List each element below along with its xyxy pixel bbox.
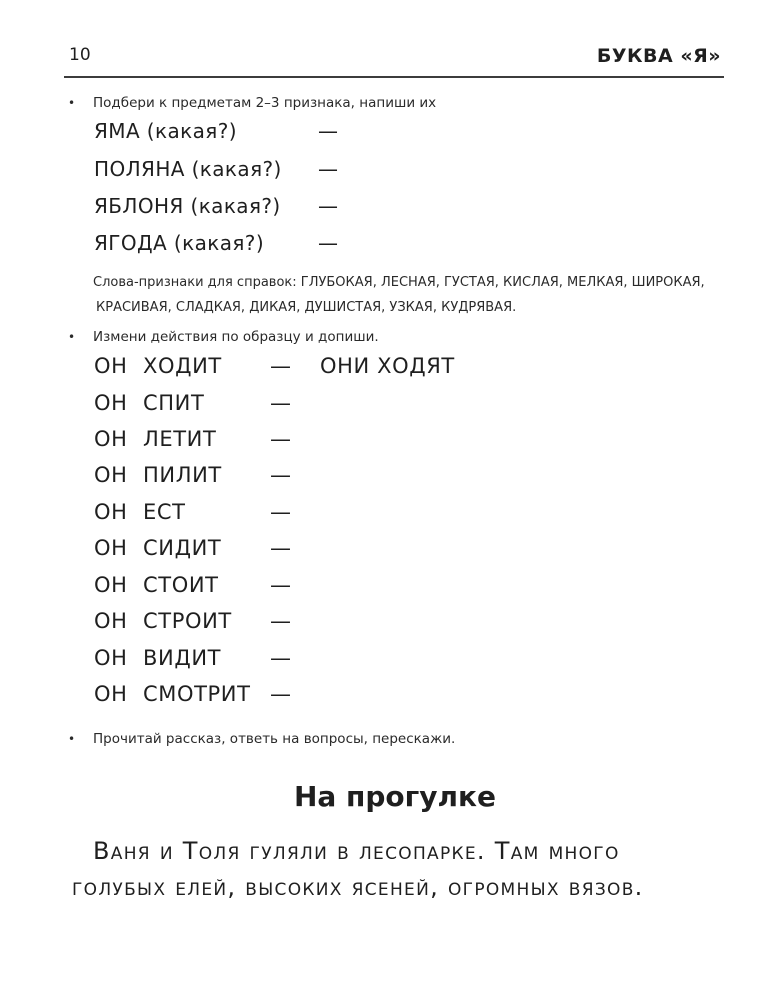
- task3-instruction-text: Прочитай рассказ, ответь на вопросы, перескажи.: [93, 731, 456, 747]
- task2-instruction: [68, 328, 379, 346]
- verb-row-dash: —: [270, 609, 292, 633]
- task1-item-word: ЯГОДА (какая?): [94, 231, 265, 255]
- verb-row-dash: —: [270, 573, 292, 597]
- story-line: голубых елей, высоких ясеней, огромных вязов.: [72, 873, 644, 901]
- verb-row-dash: —: [270, 463, 292, 487]
- verb-row-verb: СТРОИТ: [143, 609, 232, 633]
- verb-row-pronoun: ОН: [94, 463, 128, 487]
- task1-hint-line: Слова-признаки для справок: ГЛУБОКАЯ, ЛЕСНАЯ, ГУСТАЯ, КИСЛАЯ, МЕЛКАЯ, ШИРОКАЯ,: [93, 275, 705, 290]
- verb-row-pronoun: ОН: [94, 646, 128, 670]
- verb-row-verb: СТОИТ: [143, 573, 219, 597]
- task1-item-word: ПОЛЯНА (какая?): [94, 157, 282, 181]
- verb-row-verb: СМОТРИТ: [143, 682, 251, 706]
- verb-row-pronoun: ОН: [94, 391, 128, 415]
- bullet-icon: •: [68, 330, 76, 344]
- verb-row-verb: СПИТ: [143, 391, 205, 415]
- verb-row-pronoun: ОН: [94, 682, 128, 706]
- task1-instruction: [68, 94, 437, 112]
- page-number: 10: [69, 45, 91, 65]
- story-title: На прогулке: [293, 780, 497, 813]
- bullet-icon: •: [68, 96, 76, 110]
- verb-row-pronoun: ОН: [94, 573, 128, 597]
- task1-item-dash: —: [318, 119, 338, 143]
- task1-hint-line: КРАСИВАЯ, СЛАДКАЯ, ДИКАЯ, ДУШИСТАЯ, УЗКАЯ, КУДРЯВАЯ.: [96, 300, 517, 315]
- verb-row-dash: —: [270, 500, 292, 524]
- task1-item-dash: —: [318, 194, 338, 218]
- verb-row-pronoun: ОН: [94, 536, 128, 560]
- verb-row-verb: ПИЛИТ: [143, 463, 222, 487]
- verb-row-pronoun: ОН: [94, 500, 128, 524]
- task3-instruction: [68, 730, 456, 748]
- story-line: Ваня и Толя гуляли в лесопарке. Там много: [93, 837, 620, 865]
- verb-row-verb: ЛЕТИТ: [143, 427, 217, 451]
- verb-row-verb: СИДИТ: [143, 536, 222, 560]
- verb-row-pronoun: ОН: [94, 354, 128, 378]
- verb-row-dash: —: [270, 391, 292, 415]
- task1-item-word: ЯМА (какая?): [94, 119, 237, 143]
- header-title: БУКВА «Я»: [596, 45, 721, 67]
- verb-row-verb: ВИДИТ: [143, 646, 222, 670]
- verb-row-dash: —: [270, 646, 292, 670]
- verb-row-dash: —: [270, 536, 292, 560]
- verb-row-pronoun: ОН: [94, 609, 128, 633]
- task1-item-dash: —: [318, 157, 338, 181]
- bullet-icon: •: [68, 732, 76, 746]
- verb-row-verb: ЕСТ: [143, 500, 186, 524]
- task1-instruction-text: Подбери к предметам 2–3 признака, напиши их: [93, 95, 437, 111]
- verb-row-dash: —: [270, 682, 292, 706]
- verb-row-answer: ОНИ ХОДЯТ: [320, 354, 455, 378]
- task1-item-word: ЯБЛОНЯ (какая?): [94, 194, 281, 218]
- task1-item-dash: —: [318, 231, 338, 255]
- verb-row-pronoun: ОН: [94, 427, 128, 451]
- header-rule: [64, 76, 724, 78]
- verb-row-dash: —: [270, 354, 292, 378]
- verb-row-verb: ХОДИТ: [143, 354, 222, 378]
- task2-instruction-text: Измени действия по образцу и допиши.: [93, 329, 379, 345]
- verb-row-dash: —: [270, 427, 292, 451]
